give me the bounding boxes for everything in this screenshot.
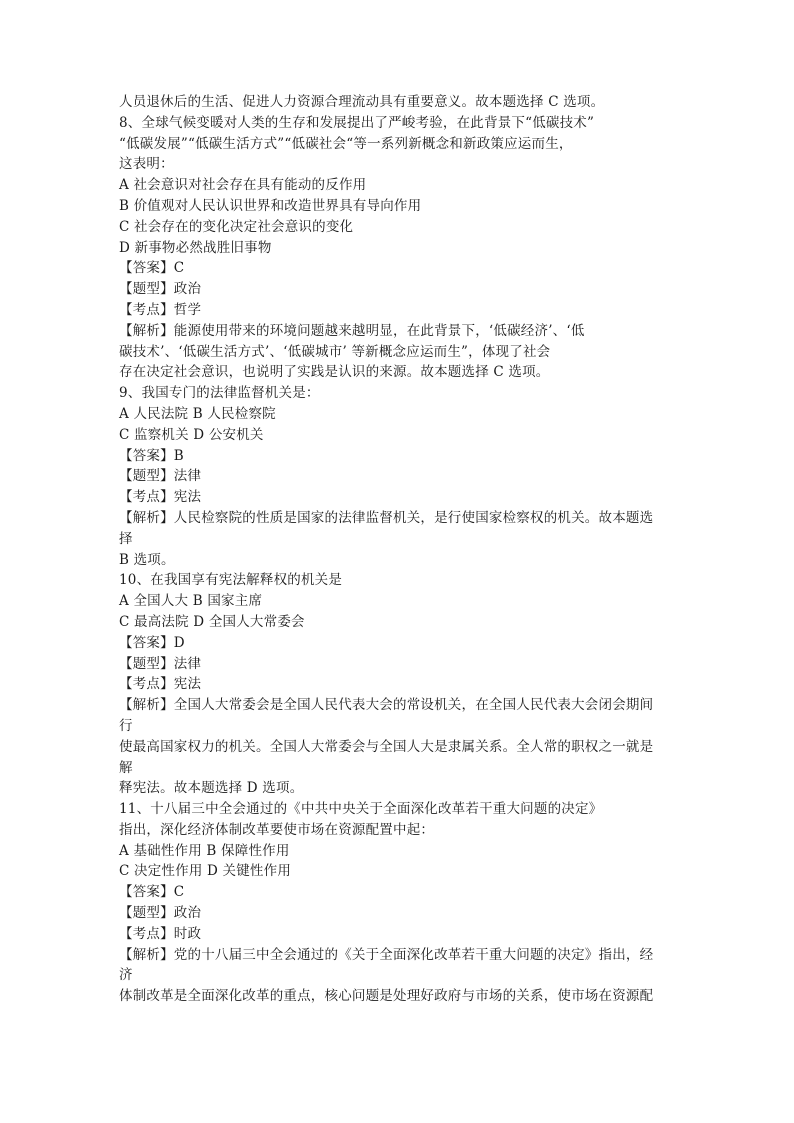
question-10-analysis: 释宪法。故本题选择 D 选项。 xyxy=(119,780,304,797)
question-10-options: A 全国人大 B 国家主席 xyxy=(119,593,263,610)
document-page xyxy=(119,92,679,1007)
question-9-type: 【题型】法律 xyxy=(119,468,202,485)
question-9-options: C 监察机关 D 公安机关 xyxy=(119,426,264,443)
question-8-option-d: D 新事物必然战胜旧事物 xyxy=(119,239,272,256)
question-11-answer: 【答案】C xyxy=(119,884,185,901)
question-9-analysis: B 选项。 xyxy=(119,551,175,568)
question-10-answer: 【答案】D xyxy=(119,634,185,651)
question-8-stem: “低碳发展”“低碳生活方式”“低碳社会“等一系列新概念和新政策应运而生， xyxy=(119,135,573,152)
question-8-analysis: 碳技术’、‘低碳生活方式’、‘低碳城市’ 等新概念应运而生”，体现了社会 xyxy=(119,343,551,360)
question-8-option-c: C 社会存在的变化决定社会意识的变化 xyxy=(119,218,354,235)
question-8-analysis: 存在决定社会意识，也说明了实践是认识的来源。故本题选择 C 选项。 xyxy=(119,364,550,381)
question-11-type: 【题型】政治 xyxy=(119,905,202,922)
question-10-analysis: 【解析】全国人大常委会是全国人民代表大会的常设机关，在全国人民代表大会闭会期间 xyxy=(119,697,654,714)
question-8-stem: 8、全球气候变暖对人类的生存和发展提出了严峻考验，在此背景下“低碳技术” xyxy=(119,114,595,131)
question-9-stem: 9、我国专门的法律监督机关是： xyxy=(119,385,320,402)
question-9-topic: 【考点】宪法 xyxy=(119,489,202,506)
question-8-topic: 【考点】哲学 xyxy=(119,301,202,318)
question-8-type: 【题型】政治 xyxy=(119,281,202,298)
question-8-analysis: 【解析】能源使用带来的环境问题越来越明显，在此背景下，‘低碳经济’、‘低 xyxy=(119,322,585,339)
question-8-option-b: B 价值观对人民认识世界和改造世界具有导向作用 xyxy=(119,197,422,214)
question-11-analysis: 体制改革是全面深化改革的重点，核心问题是处理好政府与市场的关系，使市场在资源配 xyxy=(119,988,654,1005)
question-11-options: C 决定性作用 D 关键性作用 xyxy=(119,863,292,880)
question-10-type: 【题型】法律 xyxy=(119,655,202,672)
question-10-options: C 最高法院 D 全国人大常委会 xyxy=(119,613,305,630)
text-line: 人员退休后的生活、促进人力资源合理流动具有重要意义。故本题选择 C 选项。 xyxy=(119,94,605,110)
question-8-option-a: A 社会意识对社会存在具有能动的反作用 xyxy=(119,177,367,194)
question-8-stem: 这表明： xyxy=(119,156,174,173)
question-11-stem: 指出，深化经济体制改革要使市场在资源配置中起： xyxy=(119,821,435,838)
question-9-analysis: 择 xyxy=(119,530,133,547)
question-9-answer: 【答案】B xyxy=(119,447,184,464)
question-11-analysis: 济 xyxy=(119,967,133,984)
question-9-analysis: 【解析】人民检察院的性质是国家的法律监督机关，是行使国家检察权的机关。故本题选 xyxy=(119,509,654,526)
question-8-answer: 【答案】C xyxy=(119,260,185,277)
question-10-topic: 【考点】宪法 xyxy=(119,676,202,693)
question-10-analysis: 解 xyxy=(119,759,133,776)
question-9-options: A 人民法院 B 人民检察院 xyxy=(119,405,276,422)
question-11-options: A 基础性作用 B 保障性作用 xyxy=(119,842,290,859)
question-11-topic: 【考点】时政 xyxy=(119,925,202,942)
question-10-stem: 10、在我国享有宪法解释权的机关是 xyxy=(119,572,343,589)
question-10-analysis: 行 xyxy=(119,717,133,734)
question-10-analysis: 使最高国家权力的机关。全国人大常委会与全国人大是隶属关系。全人常的职权之一就是 xyxy=(119,738,654,755)
question-11-stem: 11、十八届三中全会通过的《中共中央关于全面深化改革若干重大问题的决定》 xyxy=(119,801,603,818)
question-11-analysis: 【解析】党的十八届三中全会通过的《关于全面深化改革若干重大问题的决定》指出，经 xyxy=(119,946,654,963)
